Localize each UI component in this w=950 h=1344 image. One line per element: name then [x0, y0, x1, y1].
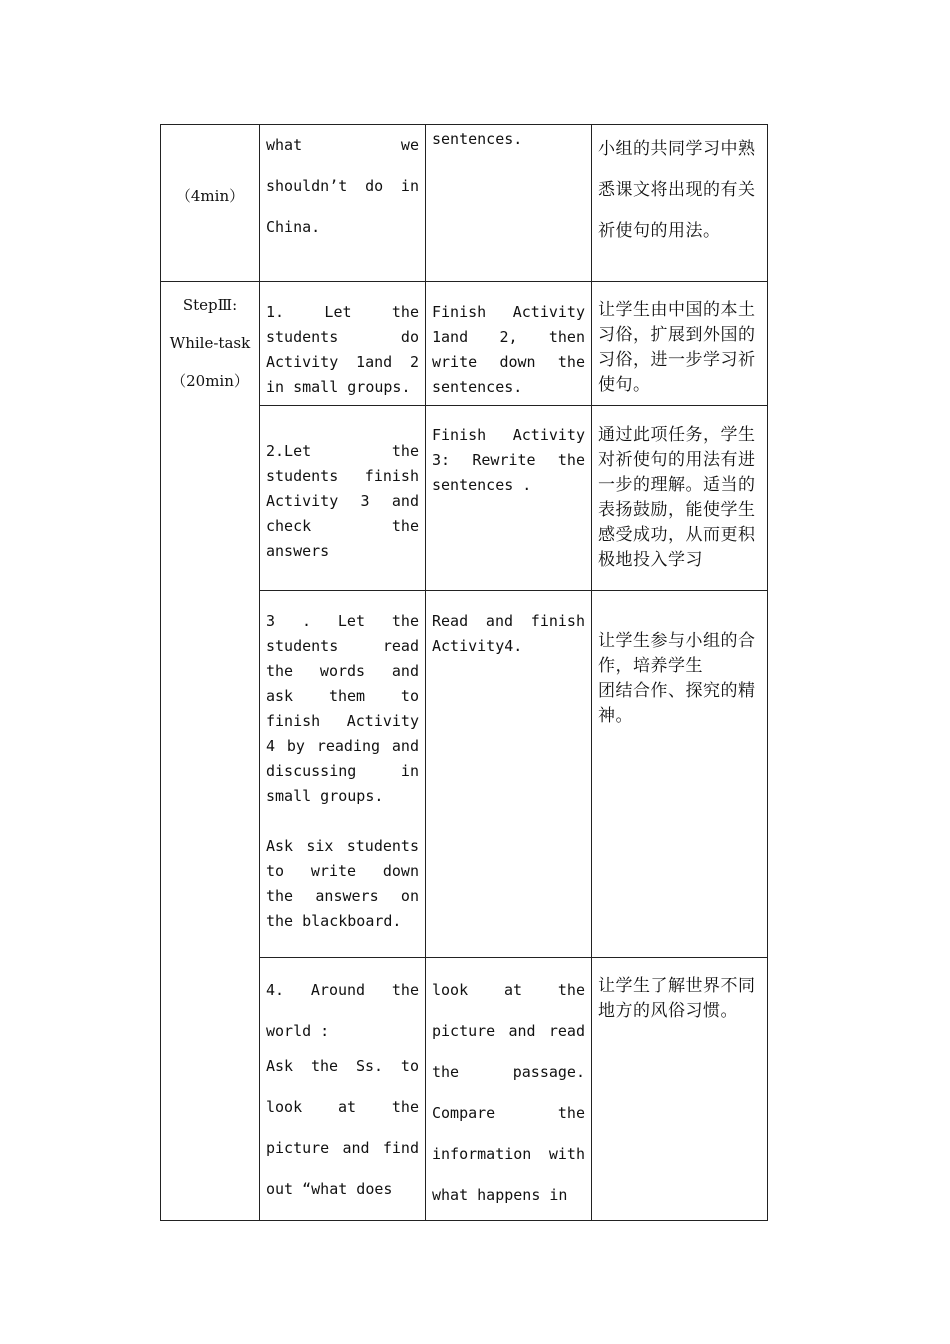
student-activity-text: sentences.: [432, 130, 523, 148]
teacher-activity-text: Ask the Ss. to look at the picture and find out “what does: [266, 1057, 419, 1198]
teacher-activity-cell: [260, 125, 426, 282]
teacher-activity-cell: [260, 591, 426, 958]
purpose-cell: [592, 958, 768, 1221]
purpose-text: 通过此项任务，学生对祈使句的用法有进一步的理解。适当的表扬鼓励，能使学生感受成功，从而更积极地投入学习: [598, 425, 756, 570]
student-activity-cell: [426, 406, 592, 591]
purpose-cell: [592, 125, 768, 282]
purpose-cell: [592, 282, 768, 406]
purpose-cell: [592, 406, 768, 591]
student-activity-cell: [426, 591, 592, 958]
student-activity-text: Finish Activity 3: Rewrite the sentences .: [432, 426, 585, 494]
purpose-text: 让学生了解世界不同地方的风俗习惯。: [598, 976, 756, 1021]
step-cell: [161, 125, 260, 282]
step-cell: [161, 282, 260, 1221]
step-label: （4min）: [175, 187, 245, 205]
purpose-text: 让学生参与小组的合作，培养学生: [598, 631, 756, 676]
purpose-text: 让学生由中国的本土习俗，扩展到外国的习俗，进一步学习祈使句。: [598, 300, 756, 395]
student-activity-text: Finish Activity 1and 2, then write down the sentences.: [432, 303, 585, 396]
step-label: StepⅢ: While-task（20min）: [169, 296, 251, 390]
teacher-activity-text: what we shouldn’t do in China.: [266, 136, 419, 236]
teacher-activity-cell: [260, 282, 426, 406]
student-activity-text: Read and finish Activity4.: [432, 612, 585, 655]
student-activity-cell: [426, 282, 592, 406]
student-activity-cell: [426, 958, 592, 1221]
teacher-activity-text: 3 . Let the students read the words and ask them to finish Activity 4 by reading and discussing in small groups.: [266, 612, 419, 805]
student-activity-cell: [426, 125, 592, 282]
purpose-text: 小组的共同学习中熟悉课文将出现的有关祈使句的用法。: [598, 139, 756, 241]
teacher-activity-cell: [260, 406, 426, 591]
purpose-cell: [592, 591, 768, 958]
lesson-plan-table: [160, 124, 768, 1221]
teacher-activity-text: 2.Let the students finish Activity 3 and check the answers: [266, 442, 419, 560]
teacher-activity-text: 4. Around the world :: [266, 981, 419, 1040]
student-activity-text: look at the picture and read the passage. Compare the information with what happens in: [432, 981, 585, 1204]
teacher-activity-cell: [260, 958, 426, 1221]
teacher-activity-text: Ask six students to write down the answers on the blackboard.: [266, 837, 419, 930]
purpose-text: 团结合作、探究的精神。: [598, 681, 756, 726]
table-row: [161, 282, 768, 406]
teacher-activity-text: 1. Let the students do Activity 1and 2 in small groups.: [266, 303, 419, 396]
table-row: [161, 125, 768, 282]
